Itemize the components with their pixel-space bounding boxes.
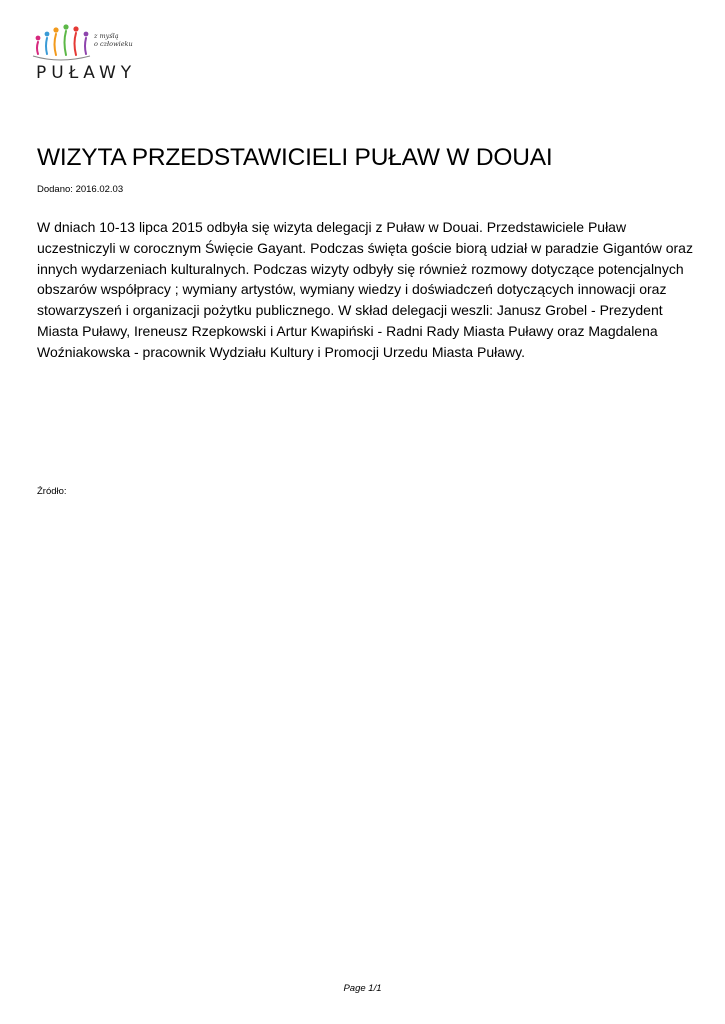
article-body: W dniach 10-13 lipca 2015 odbyła się wizyta delegacji z Puław w Douai. Przedstawiciele Puław uczestniczyli w corocznym Święcie Gayant. Podczas święta goście biorą udział w paradzie Gigantów oraz innych wydarzeniach kulturalnych. Podczas wizyty odbyły się również rozmowy dotyczące potencjalnych obszarów współpracy ; wymiany artystów, wymiany wiedzy i doświadczeń dotyczących innowacji oraz stowarzyszeń i organizacji pożytku publicznego. W skład delegacji weszli: Janusz Grobel - Prezydent Miasta Puławy, Ireneusz Rzepkowski i Artur Kwapiński - Radni Rady Miasta Puławy oraz Magdalena Woźniakowska - pracownik Wydziału Kultury i Promocji Urzedu Miasta Puławy.	[37, 219, 693, 360]
date-added	[37, 184, 123, 196]
logo-wordmark: PUŁAWY	[36, 63, 137, 83]
date-label: Dodano:	[37, 184, 73, 195]
pulawy-logo	[30, 18, 142, 84]
page-number: Page 1/1	[343, 983, 382, 994]
people-figures-icon	[33, 24, 90, 60]
date-value: 2016.02.03	[75, 184, 124, 195]
page-title: WIZYTA PRZEDSTAWICIELI PUŁAW W DOUAI	[37, 144, 553, 171]
source-label: Źródło:	[37, 486, 67, 497]
logo-tagline-1: z myślą	[94, 32, 119, 40]
logo-tagline-2: o człowieku	[94, 40, 133, 48]
